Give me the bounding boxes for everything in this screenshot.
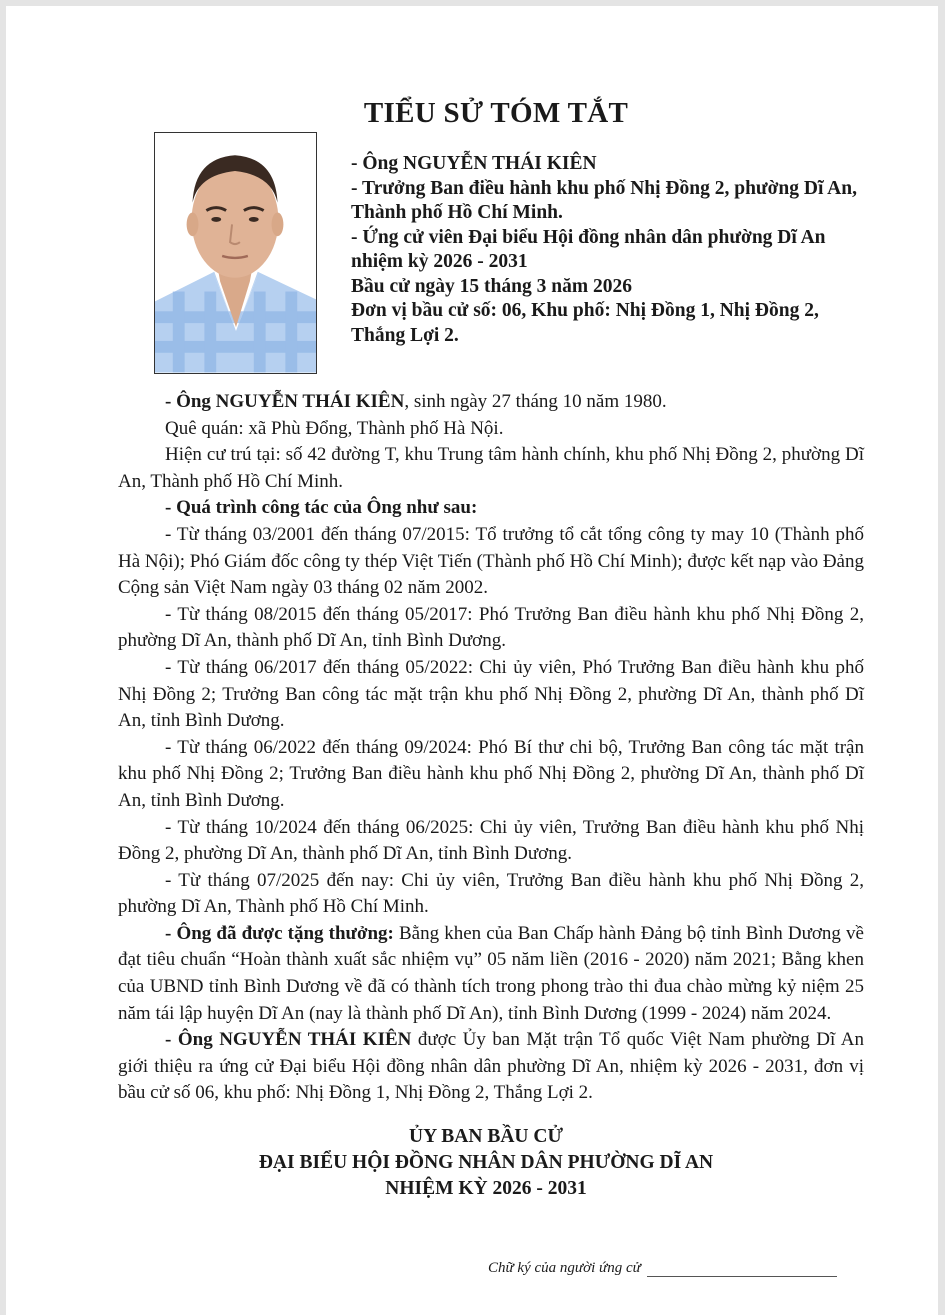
para-career-item bbox=[118, 815, 864, 868]
para-birth bbox=[118, 389, 864, 416]
para-bold: - Ông đã được tặng thưởng: bbox=[165, 922, 394, 944]
header-candidacy: - Ứng cử viên Đại biểu Hội đồng nhân dân phường Dĩ An nhiệm kỳ 2026 - 2031 bbox=[351, 226, 826, 272]
para-text: - Từ tháng 10/2024 đến tháng 06/2025: Chi ủy viên, Trưởng Ban điều hành khu phố Nhị Đồng 2, phường Dĩ An, thành phố Dĩ An, tỉnh Bình Dương. bbox=[118, 816, 864, 865]
document-title bbox=[6, 97, 938, 130]
para-text: - Từ tháng 08/2015 đến tháng 05/2017: Phó Trưởng Ban điều hành khu phố Nhị Đồng 2, phường Dĩ An, thành phố Dĩ An, tỉnh Bình Dương. bbox=[118, 603, 864, 652]
para-bold: - Quá trình công tác của Ông như sau: bbox=[165, 497, 478, 519]
signature-area bbox=[488, 1260, 837, 1277]
para-career-item bbox=[118, 602, 864, 655]
footer-line: NHIỆM KỲ 2026 - 2031 bbox=[385, 1178, 587, 1199]
para-text: Hiện cư trú tại: số 42 đường T, khu Trung tâm hành chính, khu phố Nhị Đồng 2, phường Dĩ An, Thành phố Hồ Chí Minh. bbox=[118, 444, 864, 492]
signature-label: Chữ ký của người ứng cử bbox=[488, 1260, 641, 1276]
candidate-header bbox=[351, 152, 871, 348]
title-text: TIỂU SỬ TÓM TẮT bbox=[363, 97, 629, 129]
para-nomination bbox=[118, 1027, 864, 1107]
para-text: - Từ tháng 07/2025 đến nay: Chi ủy viên, Trưởng Ban điều hành khu phố Nhị Đồng 2, phường Dĩ An, Thành phố Hồ Chí Minh. bbox=[118, 869, 864, 918]
para-career-item bbox=[118, 655, 864, 735]
para-text: - Từ tháng 06/2022 đến tháng 09/2024: Phó Bí thư chi bộ, Trưởng Ban công tác mặt trận khu phố Nhị Đồng 2; Trưởng Ban điều hành khu phố Nhị Đồng 2, phường Dĩ An, thành phố Dĩ An, tỉnh Bình Dương. bbox=[118, 736, 864, 811]
footer-line: ĐẠI BIỂU HỘI ĐỒNG NHÂN DÂN PHƯỜNG DĨ AN bbox=[258, 1152, 714, 1173]
para-hometown bbox=[118, 416, 864, 443]
portrait-image bbox=[155, 133, 316, 373]
document-page bbox=[6, 6, 938, 1315]
para-career-item bbox=[118, 522, 864, 602]
para-text: Quê quán: xã Phù Đổng, Thành phố Hà Nội. bbox=[165, 417, 504, 439]
issuing-committee bbox=[6, 1124, 938, 1202]
para-text: được Ủy ban Mặt trận Tổ quốc Việt Nam phường Dĩ An giới thiệu ra ứng cử Đại biểu Hội đồng nhân dân phường Dĩ An, nhiệm kỳ 2026 - 2031, đơn vị bầu cử số 06, khu phố: Nhị Đồng 1, Nhị Đồng 2, Thắng Lợi 2. bbox=[118, 1029, 864, 1104]
para-career-item bbox=[118, 735, 864, 815]
biography-body bbox=[118, 389, 864, 1107]
signature-line[interactable] bbox=[647, 1262, 837, 1277]
para-residence bbox=[118, 442, 864, 495]
candidate-photo bbox=[154, 132, 317, 374]
header-constituency: Đơn vị bầu cử số: 06, Khu phố: Nhị Đồng 1, Nhị Đồng 2, Thắng Lợi 2. bbox=[351, 300, 819, 346]
para-career-item bbox=[118, 868, 864, 921]
para-text: - Từ tháng 03/2001 đến tháng 07/2015: Tổ trưởng tổ cắt tổng công ty may 10 (Thành phố Hà Nội); Phó Giám đốc công ty thép Việt Tiến (Thành phố Hồ Chí Minh); được kết nạp vào Đảng Cộng sản Việt Nam ngày 03 tháng 02 năm 2002. bbox=[118, 523, 864, 599]
para-bold: - Ông NGUYỄN THÁI KIÊN bbox=[165, 391, 405, 412]
para-career-heading bbox=[118, 495, 864, 522]
para-text: - Từ tháng 06/2017 đến tháng 05/2022: Chi ủy viên, Phó Trưởng Ban điều hành khu phố Nhị Đồng 2; Trưởng Ban công tác mặt trận khu phố Nhị Đồng 2, phường Dĩ An, thành phố Dĩ An, tỉnh Bình Dương. bbox=[118, 656, 864, 732]
para-text: Bằng khen của Ban Chấp hành Đảng bộ tỉnh Bình Dương về đạt tiêu chuẩn “Hoàn thành xuất sắc nhiệm vụ” 05 năm liền (2016 - 2020) năm 2021; Bằng khen của UBND tỉnh Bình Dương về đã có thành tích trong phong trào thi đua chào mừng kỷ niệm 25 năm tái lập huyện Dĩ An (nay là thành phố Dĩ An), tỉnh Bình Dương (1999 - 2024) năm 2024. bbox=[118, 922, 864, 1024]
para-bold: - Ông NGUYỄN THÁI KIÊN bbox=[165, 1029, 412, 1051]
para-text: , sinh ngày 27 tháng 10 năm 1980. bbox=[404, 391, 667, 412]
para-awards bbox=[118, 921, 864, 1027]
footer-line: ỦY BAN BẦU CỬ bbox=[408, 1126, 563, 1147]
header-election-date: Bầu cử ngày 15 tháng 3 năm 2026 bbox=[351, 275, 632, 297]
header-position: - Trưởng Ban điều hành khu phố Nhị Đồng 2, phường Dĩ An, Thành phố Hồ Chí Minh. bbox=[351, 177, 857, 223]
header-name: - Ông NGUYỄN THÁI KIÊN bbox=[351, 153, 597, 174]
